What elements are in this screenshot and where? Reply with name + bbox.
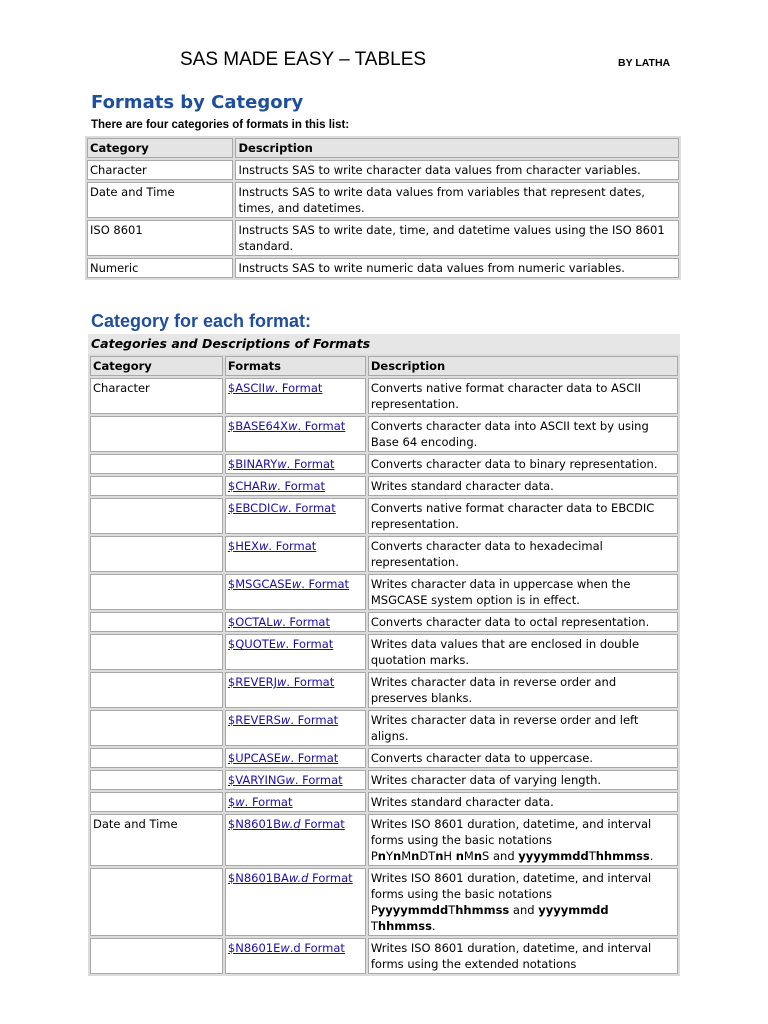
format-name: $BASE64X xyxy=(227,419,289,433)
format-width: w xyxy=(278,501,288,515)
format-suffix: . Format xyxy=(282,615,330,629)
format-link[interactable] xyxy=(228,381,323,395)
format-cell xyxy=(225,938,366,974)
format-link[interactable] xyxy=(228,637,333,651)
section-heading-formats-by-category: Formats by Category xyxy=(91,92,304,113)
format-name: $CHAR xyxy=(227,479,268,493)
category-cell: Date and Time xyxy=(90,814,223,866)
format-suffix: . Format xyxy=(268,539,317,553)
format-link[interactable] xyxy=(228,539,316,553)
format-name: $ xyxy=(227,795,236,809)
table-row xyxy=(87,182,679,218)
table-caption: Categories and Descriptions of Formats xyxy=(88,334,680,354)
format-suffix: Format xyxy=(300,817,345,831)
format-link[interactable] xyxy=(228,615,330,629)
format-width: w xyxy=(277,457,287,471)
format-descriptions-table xyxy=(88,354,680,976)
format-suffix: . Format xyxy=(290,713,339,727)
description-cell xyxy=(368,634,678,670)
format-cell xyxy=(225,612,366,632)
format-width: w xyxy=(291,577,302,591)
format-suffix: . Format xyxy=(274,381,323,395)
description-cell xyxy=(368,792,678,812)
category-cell: Character xyxy=(87,160,233,180)
format-name: $QUOTE xyxy=(227,637,277,651)
format-link[interactable] xyxy=(228,479,325,493)
format-cell xyxy=(225,498,366,534)
format-cell xyxy=(225,536,366,572)
description-cell xyxy=(368,498,678,534)
category-cell xyxy=(90,454,223,474)
format-cell xyxy=(225,634,366,670)
column-header-category: Category xyxy=(90,356,223,376)
format-name: $MSGCASE xyxy=(227,577,292,591)
table-row xyxy=(90,476,678,496)
format-link[interactable] xyxy=(228,941,345,955)
format-suffix: Format xyxy=(308,871,353,885)
description-cell xyxy=(368,710,678,746)
format-suffix: . Format xyxy=(287,501,336,515)
category-cell xyxy=(90,416,223,452)
description-cell xyxy=(368,476,678,496)
category-cell xyxy=(90,634,223,670)
description-text: Writes ISO 8601 duration, datetime, and interval forms using the basic notations xyxy=(370,817,652,847)
format-name: $REVERS xyxy=(227,713,281,727)
table-row xyxy=(90,868,678,936)
category-cell xyxy=(90,476,223,496)
table-row xyxy=(90,416,678,452)
description-cell xyxy=(368,672,678,708)
format-width: w xyxy=(280,941,290,955)
column-header-description: Description xyxy=(235,138,679,158)
table-row xyxy=(90,634,678,670)
table-row xyxy=(90,792,678,812)
category-cell: ISO 8601 xyxy=(87,220,233,256)
format-name: $ASCII xyxy=(227,381,266,395)
format-link[interactable] xyxy=(228,751,338,765)
table-row xyxy=(90,748,678,768)
format-cell xyxy=(225,710,366,746)
column-header-description: Description xyxy=(368,356,678,376)
format-cell xyxy=(225,770,366,790)
description-text: Converts character data to uppercase. xyxy=(370,751,593,765)
format-name: $HEX xyxy=(227,539,260,553)
category-cell xyxy=(90,868,223,936)
table-row xyxy=(90,770,678,790)
format-name: $N8601E xyxy=(227,941,281,955)
description-text: Converts character data into ASCII text by using Base 64 encoding. xyxy=(370,419,649,449)
table-row xyxy=(90,710,678,746)
format-link[interactable] xyxy=(228,501,336,515)
format-cell xyxy=(225,748,366,768)
description-text: Writes character data in reverse order and left aligns. xyxy=(370,713,639,743)
category-cell: Numeric xyxy=(87,258,233,278)
category-cell xyxy=(90,792,223,812)
format-link[interactable] xyxy=(228,795,293,809)
formats-by-category-table xyxy=(85,136,681,280)
description-text: Writes character data in uppercase when the MSGCASE system option is in effect. xyxy=(370,577,631,607)
format-cell xyxy=(225,574,366,610)
description-text: Writes standard character data. xyxy=(370,479,554,493)
format-suffix: . Format xyxy=(294,773,343,787)
description-text: Converts native format character data to ASCII representation. xyxy=(370,381,642,411)
format-width: w xyxy=(285,773,295,787)
format-cell xyxy=(225,672,366,708)
format-width: w xyxy=(277,675,287,689)
description-cell: Instructs SAS to write character data values from character variables. xyxy=(235,160,679,180)
category-cell xyxy=(90,710,223,746)
category-cell xyxy=(90,536,223,572)
section-heading-category-for-each-format: Category for each format: xyxy=(91,311,312,331)
description-cell xyxy=(368,454,678,474)
table-row xyxy=(90,938,678,974)
format-cell xyxy=(225,454,366,474)
intro-text: There are four categories of formats in this list: xyxy=(91,119,350,131)
format-width: w xyxy=(272,615,283,629)
description-cell xyxy=(368,574,678,610)
description-cell xyxy=(368,770,678,790)
description-text: Writes standard character data. xyxy=(370,795,554,809)
description-text: Writes ISO 8601 duration, datetime, and interval forms using the basic notations xyxy=(370,871,652,901)
description-cell xyxy=(368,814,678,866)
format-cell xyxy=(225,814,366,866)
format-link[interactable] xyxy=(228,457,335,471)
table-row xyxy=(87,160,679,180)
table-row xyxy=(87,220,679,256)
format-link[interactable] xyxy=(228,817,345,831)
format-width: w xyxy=(280,713,291,727)
format-suffix: . Format xyxy=(286,675,335,689)
table-row xyxy=(90,378,678,414)
format-link[interactable] xyxy=(228,675,334,689)
format-name: $BINARY xyxy=(227,457,278,471)
column-header-formats: Formats xyxy=(225,356,366,376)
description-text: Writes character data in reverse order and preserves blanks. xyxy=(370,675,617,705)
format-width: w xyxy=(259,539,269,553)
table-row xyxy=(90,498,678,534)
category-cell: Character xyxy=(90,378,223,414)
table-header-row xyxy=(90,356,678,376)
format-link[interactable] xyxy=(228,713,338,727)
table-row xyxy=(90,574,678,610)
format-name: $VARYING xyxy=(227,773,286,787)
category-cell: Date and Time xyxy=(87,182,233,218)
table-row xyxy=(90,672,678,708)
category-cell xyxy=(90,770,223,790)
format-width: w xyxy=(281,751,291,765)
format-name: $UPCASE xyxy=(227,751,282,765)
description-cell xyxy=(368,536,678,572)
format-name: $N8601B xyxy=(227,817,281,831)
format-width: w xyxy=(276,637,286,651)
description-text: Converts character data to octal representation. xyxy=(370,615,650,629)
table-row xyxy=(87,258,679,278)
description-text: Converts character data to hexadecimal representation. xyxy=(370,539,603,569)
description-cell: Instructs SAS to write date, time, and datetime values using the ISO 8601 standard. xyxy=(235,220,679,256)
table-row xyxy=(90,814,678,866)
category-cell xyxy=(90,672,223,708)
category-cell xyxy=(90,498,223,534)
format-cell xyxy=(225,416,366,452)
description-cell xyxy=(368,748,678,768)
description-cell xyxy=(368,612,678,632)
format-width: w xyxy=(265,381,275,395)
format-suffix: .d Format xyxy=(289,941,345,955)
format-suffix: . Format xyxy=(277,479,326,493)
notation-text: PnYnMnDTnH nMnS and yyyymmddThhmmss. xyxy=(370,849,654,863)
format-name: $EBCDIC xyxy=(227,501,279,515)
format-suffix: . Format xyxy=(297,419,346,433)
format-link[interactable] xyxy=(228,871,353,885)
table-row xyxy=(90,612,678,632)
format-cell xyxy=(225,792,366,812)
format-name: $REVERJ xyxy=(227,675,277,689)
format-link[interactable] xyxy=(228,773,343,787)
description-text: Converts native format character data to EBCDIC representation. xyxy=(370,501,655,531)
description-cell: Instructs SAS to write numeric data values from numeric variables. xyxy=(235,258,679,278)
description-cell xyxy=(368,378,678,414)
table-header-row xyxy=(87,138,679,158)
description-text: Writes data values that are enclosed in double quotation marks. xyxy=(370,637,640,667)
format-suffix: . Format xyxy=(290,751,339,765)
format-width: w xyxy=(288,419,298,433)
format-name: $OCTAL xyxy=(227,615,273,629)
format-width: w xyxy=(267,479,278,493)
format-width: w.d xyxy=(280,817,301,831)
table-row xyxy=(90,536,678,572)
format-width: w.d xyxy=(288,871,309,885)
format-suffix: . Format xyxy=(301,577,350,591)
format-suffix: . Format xyxy=(286,457,335,471)
format-width: w xyxy=(235,795,245,809)
document-author: BY LATHA xyxy=(618,57,671,69)
column-header-category: Category xyxy=(87,138,233,158)
description-cell xyxy=(368,416,678,452)
format-link[interactable] xyxy=(228,419,345,433)
table-row xyxy=(90,454,678,474)
category-cell xyxy=(90,612,223,632)
description-cell xyxy=(368,868,678,936)
description-text: Writes ISO 8601 duration, datetime, and interval forms using the extended notations xyxy=(370,941,652,971)
format-cell xyxy=(225,378,366,414)
format-cell xyxy=(225,476,366,496)
description-text: Writes character data of varying length. xyxy=(370,773,602,787)
format-suffix: . Format xyxy=(285,637,334,651)
description-cell xyxy=(368,938,678,974)
notation-text: PyyyymmddThhmmss and yyyymmdd Thhmmss. xyxy=(370,903,609,933)
description-text: Converts character data to binary representation. xyxy=(370,457,658,471)
category-cell xyxy=(90,748,223,768)
format-suffix: . Format xyxy=(244,795,293,809)
document-title: SAS MADE EASY – TABLES xyxy=(180,49,427,70)
description-cell: Instructs SAS to write data values from variables that represent dates, times, and datetimes. xyxy=(235,182,679,218)
format-link[interactable] xyxy=(228,577,349,591)
category-cell xyxy=(90,938,223,974)
format-name: $N8601BA xyxy=(227,871,289,885)
category-cell xyxy=(90,574,223,610)
format-cell xyxy=(225,868,366,936)
